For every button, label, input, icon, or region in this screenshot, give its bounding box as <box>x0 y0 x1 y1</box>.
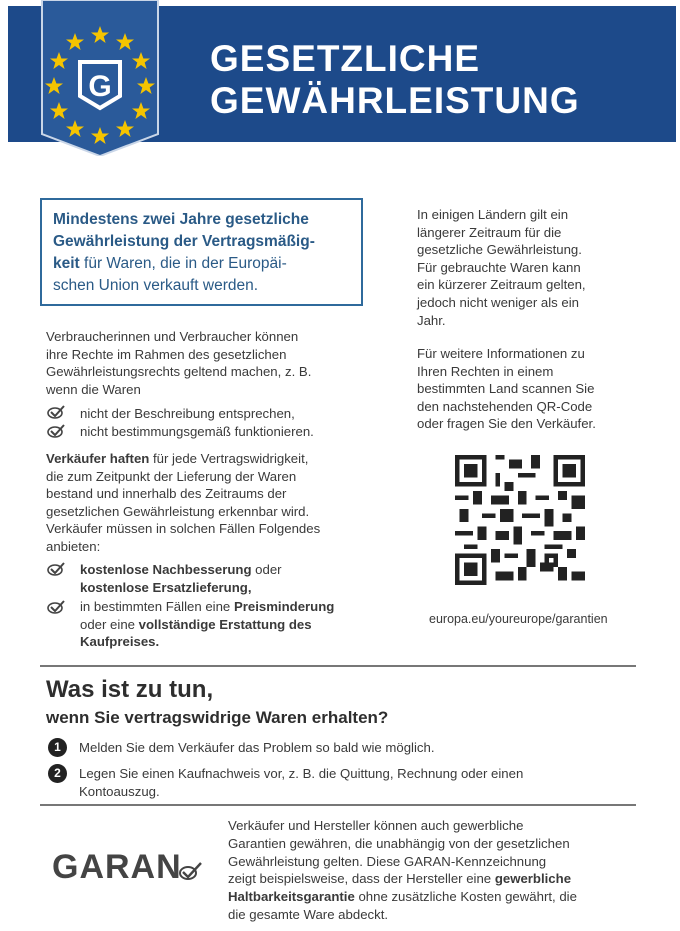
check-icon <box>178 862 202 880</box>
step-number: 2 <box>48 764 67 783</box>
check-icon <box>47 405 65 419</box>
step-text: Melden Sie dem Verkäufer das Problem so bald wie möglich. <box>79 740 435 755</box>
qr-code[interactable] <box>455 455 585 585</box>
step-text: Legen Sie einen Kaufnachweis vor, z. B. die Quittung, Rechnung oder einen Kontoauszug. <box>79 766 524 799</box>
section-divider <box>40 804 636 806</box>
check-icon <box>47 600 65 614</box>
section-divider <box>40 665 636 667</box>
longer-period-text: In einigen Ländern gilt ein längerer Zeitraum für die gesetzliche Gewährleistung. Für gebrauchte Waren kann ein kürzerer Zeitraum gelten, jedoch nicht weniger als ein Jahr. <box>417 207 586 328</box>
rights-item: nicht der Beschreibung entsprechen, <box>80 406 295 421</box>
remedy-price-reduction: in bestimmten Fällen eine Preisminderung oder eine vollständige Erstattung des Kaufpreises. <box>80 599 335 650</box>
todo-heading: Was ist zu tun, <box>46 676 214 703</box>
two-year-guarantee-box: Mindestens zwei Jahre gesetzliche Gewährleistung der Vertragsmäßig- keit für Waren, die in der Europäi- schen Union verkauft werden. <box>40 198 363 306</box>
check-icon <box>47 424 65 438</box>
seller-liability-text: Verkäufer haften für jede Vertragswidrigkeit, die zum Zeitpunkt der Lieferung der Waren bestand und innerhalb des Zeitraums der gesetzlichen Gewährleistung erkennbar wird. Verkäufer müssen in solchen Fällen Folgendes anbieten: <box>46 451 321 554</box>
page-title: GESETZLICHE GEWÄHRLEISTUNG <box>210 38 580 121</box>
check-icon <box>47 562 65 576</box>
garan-logo: GARAN <box>52 848 182 886</box>
svg-text:G: G <box>88 70 112 103</box>
rights-item: nicht bestimmungsgemäß funktionieren. <box>80 424 314 439</box>
step-number: 1 <box>48 738 67 757</box>
consumer-rights-text: Verbraucherinnen und Verbraucher können ihre Rechte im Rahmen des gesetzlichen Gewährleistungsrechts geltend machen, z. B. wenn die Waren <box>46 329 312 397</box>
more-info-text: Für weitere Informationen zu Ihren Rechten in einem bestimmten Land scannen Sie den nachstehenden QR-Code oder fragen Sie den Verkäufer. <box>417 346 596 432</box>
remedy-repair-replace: kostenlose Nachbesserung oder kostenlose Ersatzlieferung, <box>80 562 282 595</box>
guarantee-url[interactable]: europa.eu/youreurope/garantien <box>429 612 608 626</box>
todo-subheading: wenn Sie vertragswidrige Waren erhalten? <box>46 708 389 727</box>
garan-description: Verkäufer und Hersteller können auch gewerbliche Garantien gewähren, die unabhängig von der gesetzlichen Gewährleistung gelten. Diese GARAN-Kennzeichnung zeigt beispielsweise, dass der Hersteller eine gewerbliche Haltbarkeitsgarantie ohne zusätzliche Kosten gewährt, die die gesamte Ware abdeckt. <box>228 818 577 922</box>
eu-shield-logo <box>36 0 164 156</box>
